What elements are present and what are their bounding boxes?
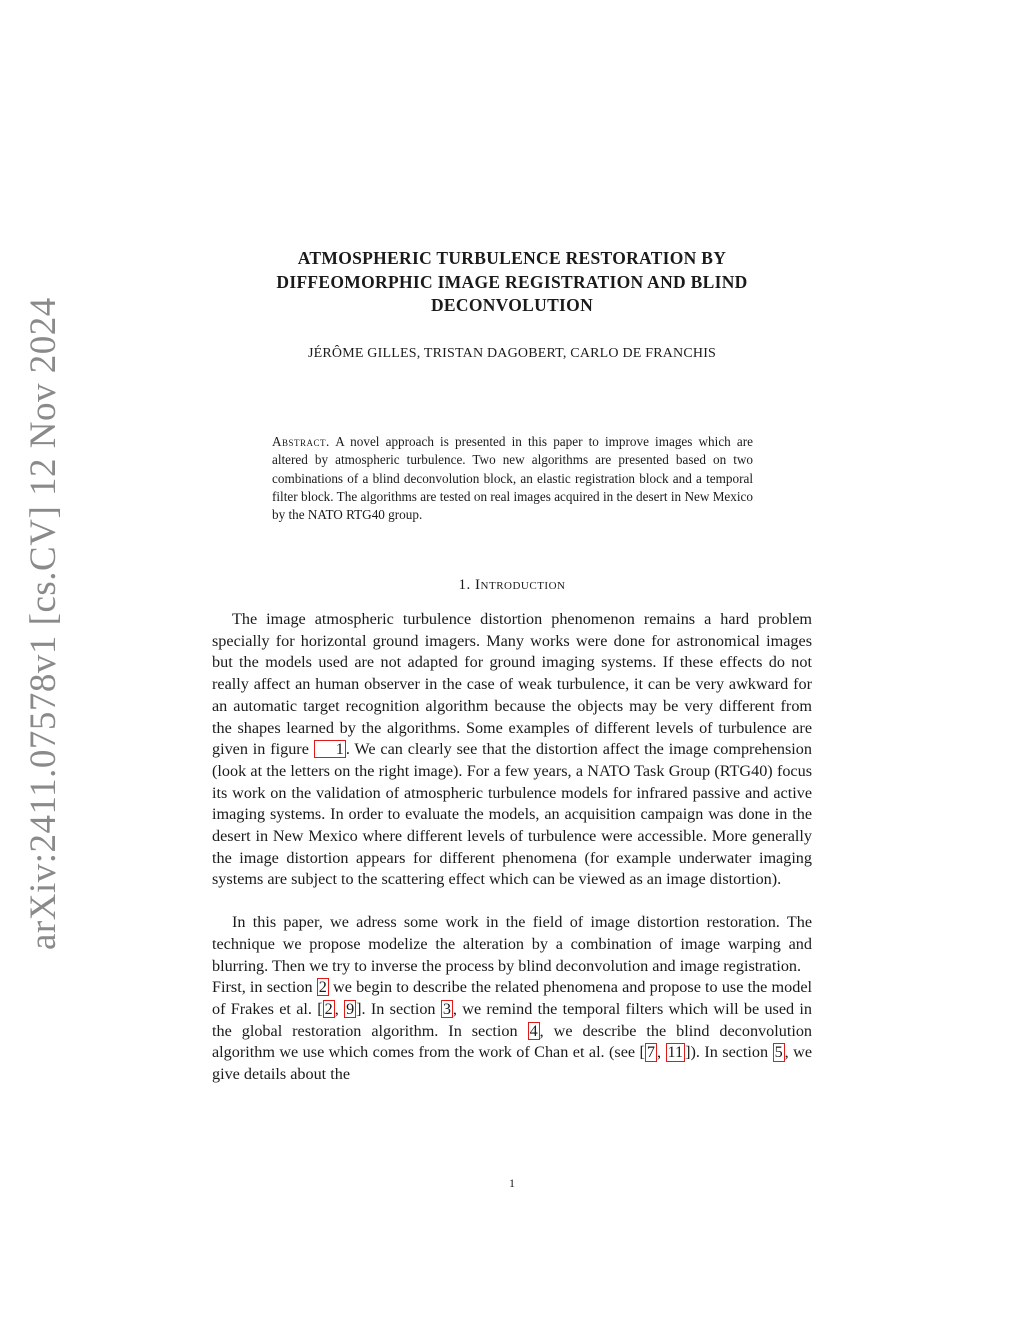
text-span: The image atmospheric turbulence distortion phenomenon remains a hard problem specially for horizontal ground imagers. Many works were done for astronomical images but the models used are not adapted for ground imaging systems. If these effects do not really affect an human observer in the case of weak turbulence, it can be very awkward for an automatic target recognition algorithm because the objects may be very different from the shapes learned by the algorithms. Some examples of different levels of turbulence are given in figure: [212, 610, 812, 759]
abstract-label: Abstract.: [272, 434, 330, 449]
text-span: we begin to describe the related phenomena and propose to use the model of Frakes et al.: [212, 978, 813, 1018]
body-text: [212, 609, 812, 1086]
section-link[interactable]: 3: [442, 999, 451, 1018]
section-title: Introduction: [475, 577, 566, 593]
section-number: 1.: [458, 577, 471, 593]
citation-link[interactable]: 2: [324, 999, 333, 1018]
text-span: . We can clearly see that the distortion affect the image comprehension (look at the letters on the right image). For a few years, a NATO Task Group (RTG40) focus its work on the validation of atmospheric turbulence models for infrared passive and active imaging systems. In order to evaluate the models, an acquisition campaign was done in the desert in New Mexico where different levels of turbulence were accessible. More generally the image distortion appears for different phenomena (for example underwater imaging systems are subject to the scattering effect which can be viewed as an image distortion).: [212, 740, 812, 889]
text-span: ]). In section: [685, 1043, 769, 1062]
figure-link[interactable]: 1: [314, 740, 346, 758]
page-number: 1: [509, 1176, 515, 1190]
abstract: [272, 433, 753, 524]
text-span: ]: [356, 999, 362, 1018]
paragraph: [212, 609, 812, 891]
author-list: JÉRÔME GILLES, TRISTAN DAGOBERT, CARLO DE FRANCHIS: [307, 346, 717, 361]
section-link[interactable]: 4: [529, 1021, 538, 1040]
paragraph: In this paper, we adress some work in the field of image distortion restoration. The technique we propose modelize the alteration by a combination of image warping and blurring. Then we try to inverse the process by blind deconvolution and image registration.: [212, 913, 812, 975]
text-span: , we give details about the: [212, 1043, 813, 1084]
title-line: DECONVOLUTION: [430, 295, 594, 315]
section-link[interactable]: 5: [774, 1043, 783, 1062]
paragraph: [212, 977, 812, 1086]
text-span: First, in section: [212, 978, 313, 997]
citation-link[interactable]: 11: [667, 1043, 684, 1062]
section-heading: [212, 577, 812, 594]
title-line: ATMOSPHERIC TURBULENCE RESTORATION BY: [297, 248, 727, 268]
paper-title: [212, 247, 812, 318]
citation-link[interactable]: 7: [646, 1043, 656, 1062]
text-span: [: [317, 999, 323, 1018]
text-span: , we remind the temporal filters which will be used in the global restoration algorithm. In section: [212, 999, 812, 1040]
arxiv-identifier: arXiv:2411.07578v1 [cs.CV] 12 Nov 2024: [23, 297, 64, 950]
text-span: , we describe the blind deconvolution algorithm we use which comes from the work of Chan et al. (see [: [212, 1021, 813, 1062]
citation-link[interactable]: 9: [346, 999, 355, 1018]
section-link[interactable]: 2: [318, 978, 327, 997]
text-span: . In section: [361, 999, 436, 1018]
text-span: ,: [657, 1043, 666, 1062]
abstract-text: A novel approach is presented in this paper to improve images which are altered by atmospheric turbulence. Two new algorithms are presented based on two combinations of a blind deconvolution block, an elastic registration block and a temporal filter block. The algorithms are tested on real images acquired in the desert in New Mexico by the NATO RTG40 group.: [272, 434, 753, 523]
title-line: DIFFEOMORPHIC IMAGE REGISTRATION AND BLIND: [276, 271, 748, 292]
text-span: ,: [334, 999, 345, 1018]
